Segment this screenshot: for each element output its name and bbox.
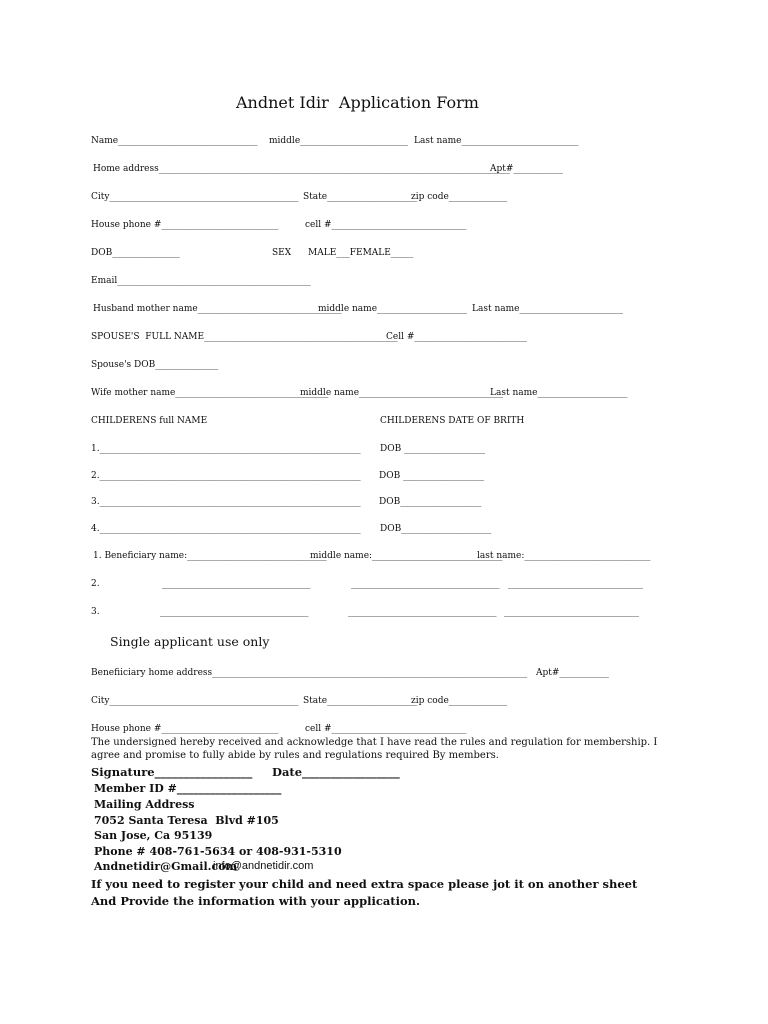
beneficiary-last-name-field[interactable]: ______________________________: [508, 579, 643, 589]
beneficiary-last-name-field[interactable]: last name:____________________________: [477, 551, 651, 561]
dob-field[interactable]: DOB_______________: [91, 248, 180, 258]
beneficiary-home-address-field[interactable]: Benefiiciary home address______________________________________________________________________: [91, 668, 528, 678]
extra-space-note: If you need to register your child and need extra space please jot it on another sheet: [91, 877, 638, 891]
beneficiary-middle-name-field[interactable]: middle name:_____________________________: [310, 551, 503, 561]
spouse-full-name-field[interactable]: SPOUSE'S FULL NAME___________________________________________: [91, 332, 398, 342]
beneficiary-number: 2.: [91, 579, 100, 589]
child-name-field[interactable]: 4.__________________________________________________________: [91, 524, 361, 534]
signature-field[interactable]: Signature_________________: [91, 765, 253, 779]
wife-mother-name-field[interactable]: Wife mother name__________________________________: [91, 388, 329, 398]
beneficiary-zip-field[interactable]: zip code_____________: [411, 696, 508, 706]
form-title: Andnet Idir Application Form: [236, 93, 479, 112]
wife-last-name-field[interactable]: Last name____________________: [490, 388, 628, 398]
state-field[interactable]: State____________________: [303, 192, 418, 202]
contact-email[interactable]: info@andnetidir.com: [213, 860, 314, 872]
email-field[interactable]: Email___________________________________________: [91, 276, 311, 286]
child-dob-field[interactable]: DOB __________________: [379, 471, 485, 481]
phone-numbers: Phone # 408-761-5634 or 408-931-5310: [94, 845, 342, 858]
child-dob-field[interactable]: DOB__________________: [379, 497, 482, 507]
beneficiary-last-name-field[interactable]: ______________________________: [504, 607, 639, 617]
sex-label: SEX: [272, 248, 292, 258]
date-field[interactable]: Date_________________: [272, 765, 400, 779]
child-name-field[interactable]: 1.__________________________________________________________: [91, 444, 361, 454]
middle-field[interactable]: middle________________________: [269, 136, 409, 146]
beneficiary-house-phone-field[interactable]: House phone #__________________________: [91, 724, 279, 734]
contact-email[interactable]: Andnetidir@Gmail.com: [94, 860, 238, 873]
member-id-field[interactable]: Member ID #___________________: [94, 782, 282, 795]
single-applicant-heading: Single applicant use only: [110, 634, 270, 649]
husband-last-name-field[interactable]: Last name_______________________: [472, 304, 623, 314]
spouse-cell-field[interactable]: Cell #_________________________: [386, 332, 527, 342]
husband-mother-name-field[interactable]: Husband mother name________________________________: [93, 304, 342, 314]
beneficiary-middle-name-field[interactable]: _________________________________: [348, 607, 497, 617]
male-female-field[interactable]: MALE___FEMALE_____: [308, 248, 414, 258]
beneficiary-state-field[interactable]: State____________________: [303, 696, 418, 706]
acknowledgement-text: The undersigned hereby received and acknowledge that I have read the rules and regulation for membership. I agree and promise to fully abide by rules and regulations required By members.: [91, 737, 658, 761]
beneficiary-cell-field[interactable]: cell #______________________________: [305, 724, 467, 734]
child-dob-field[interactable]: DOB____________________: [380, 524, 492, 534]
provide-info-note: And Provide the information with your application.: [91, 894, 421, 908]
home-address-field[interactable]: Home address______________________________________________________________________________: [93, 164, 510, 174]
children-dob-header: CHILDERENS DATE OF BRITH: [380, 416, 525, 426]
name-field[interactable]: Name_______________________________: [91, 136, 258, 146]
child-dob-field[interactable]: DOB __________________: [380, 444, 486, 454]
city-field[interactable]: City__________________________________________: [91, 192, 299, 202]
children-name-header: CHILDERENS full NAME: [91, 416, 208, 426]
apt-field[interactable]: Apt#___________: [490, 164, 563, 174]
spouse-dob-field[interactable]: Spouse's DOB______________: [91, 360, 219, 370]
zip-field[interactable]: zip code_____________: [411, 192, 508, 202]
beneficiary-number: 3.: [91, 607, 100, 617]
child-name-field[interactable]: 3.__________________________________________________________: [91, 497, 361, 507]
mailing-address-label: Mailing Address: [94, 798, 195, 811]
cell-field[interactable]: cell #______________________________: [305, 220, 467, 230]
beneficiary-apt-field[interactable]: Apt#___________: [536, 668, 609, 678]
beneficiary-name-field[interactable]: _________________________________: [162, 579, 311, 589]
mailing-address-line: San Jose, Ca 95139: [94, 829, 213, 842]
mailing-address-line: 7052 Santa Teresa Blvd #105: [94, 814, 279, 827]
last-name-field[interactable]: Last name__________________________: [414, 136, 579, 146]
beneficiary-middle-name-field[interactable]: _________________________________: [351, 579, 500, 589]
child-name-field[interactable]: 2.__________________________________________________________: [91, 471, 361, 481]
wife-middle-name-field[interactable]: middle name________________________________: [300, 388, 504, 398]
beneficiary-name-field[interactable]: _________________________________: [160, 607, 309, 617]
beneficiary-name-field[interactable]: 1. Beneficiary name:_______________________________: [93, 551, 327, 561]
beneficiary-city-field[interactable]: City__________________________________________: [91, 696, 299, 706]
house-phone-field[interactable]: House phone #__________________________: [91, 220, 279, 230]
husband-middle-name-field[interactable]: middle name____________________: [318, 304, 468, 314]
